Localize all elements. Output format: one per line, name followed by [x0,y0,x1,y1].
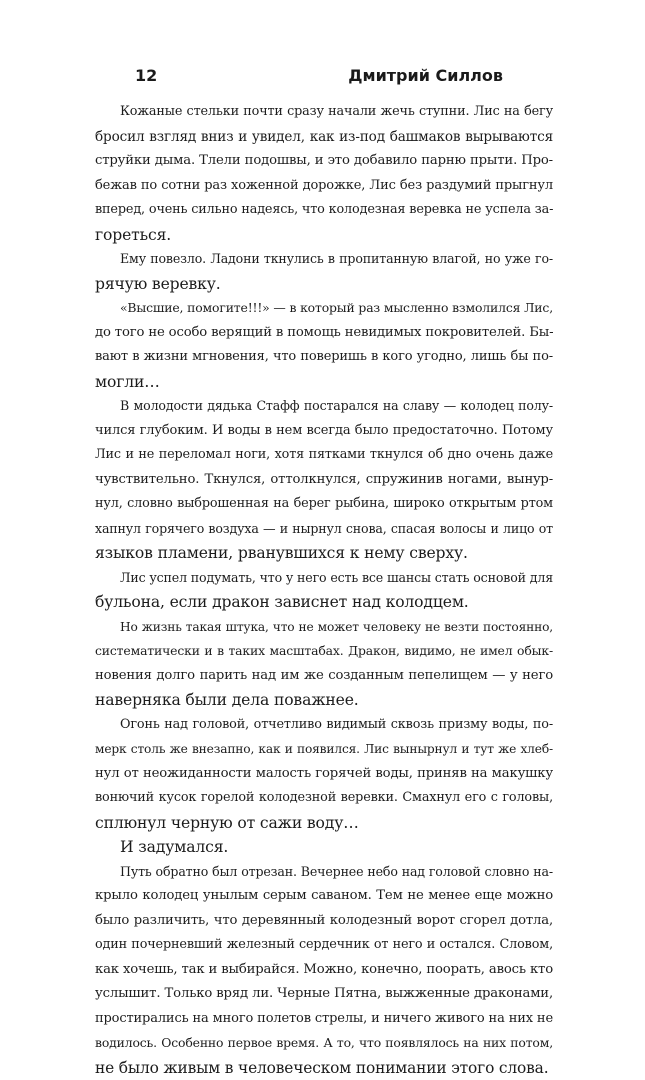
text-line: И задумался. [95,835,553,860]
text-line: не было живым в человеческом понимании этого слова. [95,1056,553,1080]
text-line: гореться. [95,223,553,248]
text-line: чувствительно. Ткнулся, оттолкнулся, спружинив ногами, вынyр- [95,468,553,493]
text-line: нул, словно выброшенная на берег рыбина, широко открытым ртом [95,492,553,517]
text-line: наверняка были дела поважнее. [95,688,553,713]
body-text [95,100,553,1080]
text-line: струйки дыма. Тлели подошвы, и это добавило парню прыти. Про- [95,149,553,174]
text-line: вонючий кусок горелой колодезной веревки. Смахнул его с головы, [95,786,553,811]
text-line: вают в жизни мгновения, что поверишь в кого угодно, лишь бы по- [95,345,553,370]
running-title-author: Дмитрий Силлов [348,66,503,85]
text-line: Лис и не переломал ноги, хотя пятками ткнулся об дно очень даже [95,443,553,468]
text-line: Кожаные стельки почти сразу начали жечь ступни. Лис на бегу [95,100,553,125]
page-number: 12 [135,66,157,85]
text-line: как хочешь, так и выбирайся. Можно, конечно, поорать, авось кто [95,958,553,983]
text-line: Огонь над головой, отчетливо видимый сквозь призму воды, по- [95,713,553,738]
text-line: систематически и в таких масштабах. Дракон, видимо, не имел обык- [95,639,553,664]
text-line: сплюнул черную от сажи воду… [95,811,553,836]
text-line: рячую веревку. [95,272,553,297]
text-line: один почерневший железный сердечник от него и остался. Словом, [95,933,553,958]
text-line: Ему повезло. Ладони ткнулись в пропитанную влагой, но уже го- [95,247,553,272]
text-line: чился глубоким. И воды в нем всегда было предостаточно. Потому [95,419,553,444]
text-line: бежав по сотни раз хоженной дорожке, Лис без раздумий прыгнул [95,174,553,199]
text-line: нул от неожиданности малость горячей воды, приняв на макушку [95,762,553,787]
text-line: бульона, если дракон зависнет над колодцем. [95,590,553,615]
text-line: было различить, что деревянный колодезный ворот сгорел дотла, [95,909,553,934]
page-header [95,66,553,88]
text-line: услышит. Только вряд ли. Черные Пятна, выжженные драконами, [95,982,553,1007]
text-line: вперед, очень сильно надеясь, что колодезная веревка не успела за- [95,198,553,223]
text-line: «Высшие, помогите!!!» — в который раз мысленно взмолился Лис, [95,296,553,321]
text-line: могли… [95,370,553,395]
text-line: простирались на много полетов стрелы, и ничего живого на них не [95,1007,553,1032]
text-line: водилось. Особенно первое время. А то, что появлялось на них потом, [95,1031,553,1056]
text-line: крыло колодец унылым серым саваном. Тем не менее еще можно [95,884,553,909]
text-line: Но жизнь такая штука, что не может человеку не везти постоянно, [95,615,553,640]
text-line: мерк столь же внезапно, как и появился. Лис вынырнул и тут же хлеб- [95,737,553,762]
text-line: В молодости дядька Стафф постарался на славу — колодец полу- [95,394,553,419]
text-line: Путь обратно был отрезан. Вечернее небо над головой словно на- [95,860,553,885]
text-line: бросил взгляд вниз и увидел, как из-под башмаков вырываются [95,125,553,150]
text-line: до того не особо верящий в помощь невидимых покровителей. Бы- [95,321,553,346]
text-line: Лис успел подумать, что у него есть все шансы стать основой для [95,566,553,591]
text-line: языков пламени, рванувшихся к нему сверху. [95,541,553,566]
text-line: хапнул горячего воздуха — и нырнул снова, спасая волосы и лицо от [95,517,553,542]
text-line: новения долго парить над им же созданным пепелищем — у него [95,664,553,689]
